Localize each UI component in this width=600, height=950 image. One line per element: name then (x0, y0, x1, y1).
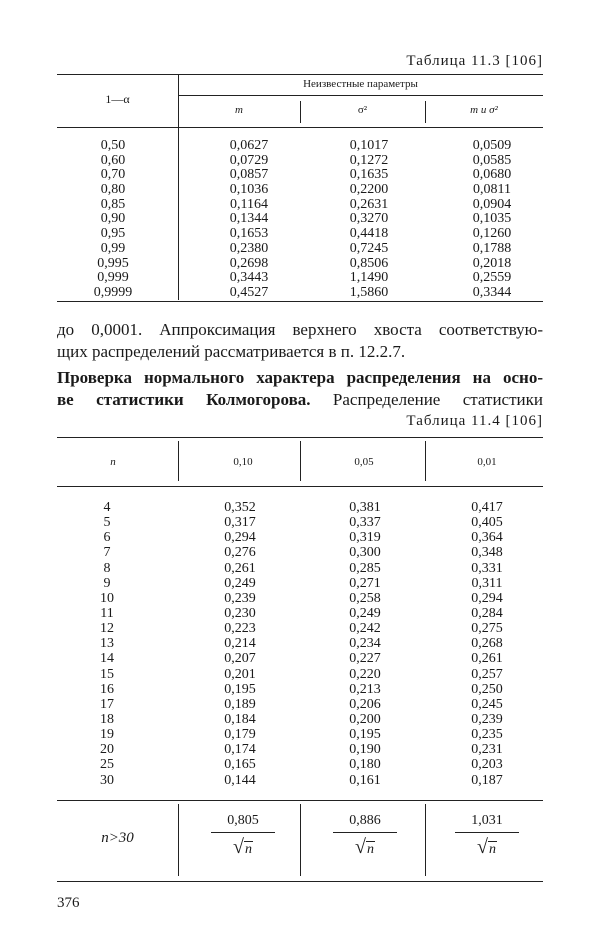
body-paragraph (57, 319, 543, 411)
table-cell: 0,2698 (229, 255, 269, 271)
table-cell: 0,8506 (349, 255, 389, 271)
table1-col-header-m: m (235, 104, 243, 116)
table-cell: 0,311 (471, 575, 503, 591)
table-cell: 0,381 (349, 500, 381, 515)
sqrt-argument: n (366, 842, 374, 857)
table-cell: 0,227 (349, 651, 381, 667)
table-cell: 0,3270 (349, 211, 389, 227)
table-cell: 0,2018 (472, 255, 512, 271)
table-cell: 0,201 (224, 666, 256, 682)
table-cell: 0,275 (471, 621, 503, 637)
table-cell: 1,5860 (349, 284, 389, 300)
table-cell: 0,1017 (349, 138, 389, 153)
table-cell: 17 (100, 696, 114, 712)
table-cell: 0,1164 (230, 196, 268, 212)
table-cell: 0,1272 (349, 152, 389, 168)
table-cell: 0,207 (224, 651, 256, 667)
table-cell: 0,4418 (349, 226, 389, 242)
table-cell: 0,999 (97, 270, 129, 286)
text-line-rest: Распределение статистики (332, 390, 543, 409)
table2-header-rule (57, 486, 543, 487)
table-cell: 4 (103, 500, 111, 515)
table2-mid-rule (57, 800, 543, 801)
table-cell: 0,1344 (229, 211, 269, 227)
table-cell: 0,348 (471, 545, 503, 561)
table-cell: 0,245 (471, 696, 503, 712)
table-cell: 0,4527 (229, 284, 269, 300)
table-cell: 0,195 (224, 681, 256, 697)
table2-caption: Таблица 11.4 [106] (406, 413, 543, 429)
table-cell: 0,285 (349, 560, 381, 576)
section-heading-end: ве статистики Колмогорова. (57, 390, 311, 409)
table-cell: 0,95 (100, 226, 126, 242)
fraction-005 (300, 812, 430, 861)
table-cell: 6 (103, 530, 111, 546)
table-cell: 0,1036 (229, 182, 269, 198)
table-cell: 30 (100, 772, 114, 788)
table-cell: 0,250 (471, 681, 503, 697)
table2-n-column (57, 500, 157, 788)
table-cell: 0,364 (471, 530, 503, 546)
sqrt-argument: n (244, 842, 252, 857)
table-cell: 5 (103, 515, 111, 531)
table1-top-rule (57, 74, 543, 75)
table-cell: 0,0857 (229, 167, 269, 183)
table-cell: 14 (100, 651, 114, 667)
table1-col-header-sigma2: σ² (357, 104, 368, 116)
table-cell: 0,235 (471, 727, 503, 743)
table-cell: 0,144 (224, 772, 256, 788)
table-cell: 0,294 (471, 590, 503, 606)
table-cell: 0,261 (224, 560, 256, 576)
table-cell: 0,50 (100, 138, 126, 153)
table-cell: 0,417 (471, 500, 503, 515)
table-cell: 0,242 (349, 621, 381, 637)
table-cell: 0,161 (349, 772, 381, 788)
table-cell: 0,85 (100, 196, 126, 212)
table2-col-header-001: 0,01 (477, 456, 497, 468)
table1-sigma2-column (300, 139, 438, 301)
table-cell: 0,60 (100, 152, 126, 168)
table-cell: 0,90 (100, 211, 126, 227)
sqrt-symbol: √ (477, 836, 488, 858)
table-cell: 0,239 (471, 711, 503, 727)
table-cell: 1,1490 (349, 270, 389, 286)
table1-m-column (178, 139, 320, 301)
table2-col-header-n: n (110, 456, 116, 468)
table-cell: 0,184 (224, 711, 256, 727)
table-cell: 0,0811 (473, 182, 511, 198)
table1-group-header: Неизвестные параметры (303, 78, 418, 90)
table-cell: 0,99 (100, 240, 126, 256)
table-cell: 0,2200 (349, 182, 389, 198)
table-cell: 0,214 (224, 636, 256, 652)
fraction-denominator (425, 836, 549, 861)
table-cell: 0,2631 (349, 196, 389, 212)
fraction-001 (425, 812, 549, 861)
sqrt-symbol: √ (233, 836, 244, 858)
table1-m-sigma2-column (425, 139, 559, 301)
table-cell: 0,9999 (93, 284, 133, 300)
table1-col-header-m-sigma2: m и σ² (470, 104, 498, 116)
text-line: щих распределений рассматривается в п. 12.2.7. (57, 342, 406, 361)
table-cell: 15 (100, 666, 114, 682)
table-cell: 0,0585 (472, 152, 512, 168)
sqrt-argument: n (488, 842, 496, 857)
table-cell: 0,3443 (229, 270, 269, 286)
fraction-010 (178, 812, 308, 861)
table-cell: 0,405 (471, 515, 503, 531)
table-cell: 0,80 (100, 182, 126, 198)
table-cell: 0,276 (224, 545, 256, 561)
fraction-denominator (178, 836, 308, 861)
table-cell: 0,0627 (229, 138, 269, 153)
sqrt-symbol: √ (355, 836, 366, 858)
table1-group-rule (178, 95, 543, 96)
table-cell: 8 (103, 560, 111, 576)
table-cell: 0,1635 (349, 167, 389, 183)
table-cell: 0,223 (224, 621, 256, 637)
table-cell: 0,7245 (349, 240, 389, 256)
table1-bottom-rule (57, 301, 543, 302)
table-cell: 0,294 (224, 530, 256, 546)
table1-header-rule (57, 127, 543, 128)
table-cell: 0,203 (471, 757, 503, 773)
table-cell: 18 (100, 711, 114, 727)
table-cell: 0,0729 (229, 152, 269, 168)
table-cell: 0,261 (471, 651, 503, 667)
table-cell: 0,200 (349, 711, 381, 727)
table-cell: 19 (100, 727, 114, 743)
table-cell: 0,317 (224, 515, 256, 531)
table-cell: 0,1788 (472, 240, 512, 256)
table-cell: 0,231 (471, 742, 503, 758)
table-cell: 0,0509 (472, 138, 512, 153)
table2-col-header-005: 0,05 (354, 456, 374, 468)
table-cell: 0,352 (224, 500, 256, 515)
table-cell: 0,70 (100, 167, 126, 183)
table2-top-rule (57, 437, 543, 438)
text-line (57, 389, 543, 411)
table-cell: 0,331 (471, 560, 503, 576)
fraction-numerator: 0,805 (227, 813, 259, 828)
section-heading-line: Проверка нормального характера распределения на осно- (57, 368, 543, 387)
table2-col-header-010: 0,10 (233, 456, 253, 468)
table-cell: 13 (100, 636, 114, 652)
fraction-numerator: 1,031 (471, 813, 503, 828)
table2-001-column (425, 500, 549, 788)
table-cell: 0,239 (224, 590, 256, 606)
table-cell: 0,234 (349, 636, 381, 652)
table-cell: 0,258 (349, 590, 381, 606)
table-cell: 10 (100, 590, 114, 606)
table-cell: 0,257 (471, 666, 503, 682)
table-cell: 0,2559 (472, 270, 512, 286)
table-cell: 0,1260 (472, 226, 512, 242)
table2-005-column (300, 500, 430, 788)
table-cell: 16 (100, 681, 114, 697)
table-cell: 0,220 (349, 666, 381, 682)
text-line: до 0,0001. Аппроксимация верхнего хвоста соответствую- (57, 320, 543, 339)
table2-bottom-rule (57, 881, 543, 882)
table-cell: 0,195 (349, 727, 381, 743)
table-cell: 0,189 (224, 696, 256, 712)
table-cell: 0,249 (349, 605, 381, 621)
table-cell: 0,190 (349, 742, 381, 758)
table1-row-header: 1—α (105, 92, 130, 106)
fraction-denominator (300, 836, 430, 861)
table-cell: 25 (100, 757, 114, 773)
table-cell: 0,230 (224, 605, 256, 621)
table2-010-column (178, 500, 302, 788)
fraction-bar (455, 832, 519, 833)
table-cell: 0,268 (471, 636, 503, 652)
table-cell: 0,300 (349, 545, 381, 561)
table-cell: 0,1653 (229, 226, 269, 242)
table-cell: 0,284 (471, 605, 503, 621)
table-cell: 0,165 (224, 757, 256, 773)
table-cell: 0,0680 (472, 167, 512, 183)
table-cell: 0,249 (224, 575, 256, 591)
table-cell: 0,337 (349, 515, 381, 531)
fraction-bar (211, 832, 275, 833)
table-cell: 0,319 (349, 530, 381, 546)
table-cell: 20 (100, 742, 114, 758)
table-cell: 0,1035 (472, 211, 512, 227)
table-cell: 0,179 (224, 727, 256, 743)
page-number: 376 (57, 895, 80, 911)
table-cell: 0,180 (349, 757, 381, 773)
table-cell: 0,206 (349, 696, 381, 712)
large-n-label: n>30 (101, 830, 134, 846)
table-cell: 0,0904 (472, 196, 512, 212)
table-cell: 9 (103, 575, 111, 591)
table1-caption: Таблица 11.3 [106] (406, 53, 543, 69)
table-cell: 0,2380 (229, 240, 269, 256)
fraction-bar (333, 832, 397, 833)
table-cell: 0,3344 (472, 284, 512, 300)
table-cell: 0,995 (97, 255, 129, 271)
table-cell: 0,271 (349, 575, 381, 591)
table-cell: 0,213 (349, 681, 381, 697)
table-cell: 12 (100, 621, 114, 637)
table-cell: 11 (100, 605, 114, 621)
fraction-numerator: 0,886 (349, 813, 381, 828)
table-cell: 0,187 (471, 772, 503, 788)
table1-alpha-column (57, 139, 169, 301)
table-cell: 7 (103, 545, 111, 561)
table-cell: 0,174 (224, 742, 256, 758)
